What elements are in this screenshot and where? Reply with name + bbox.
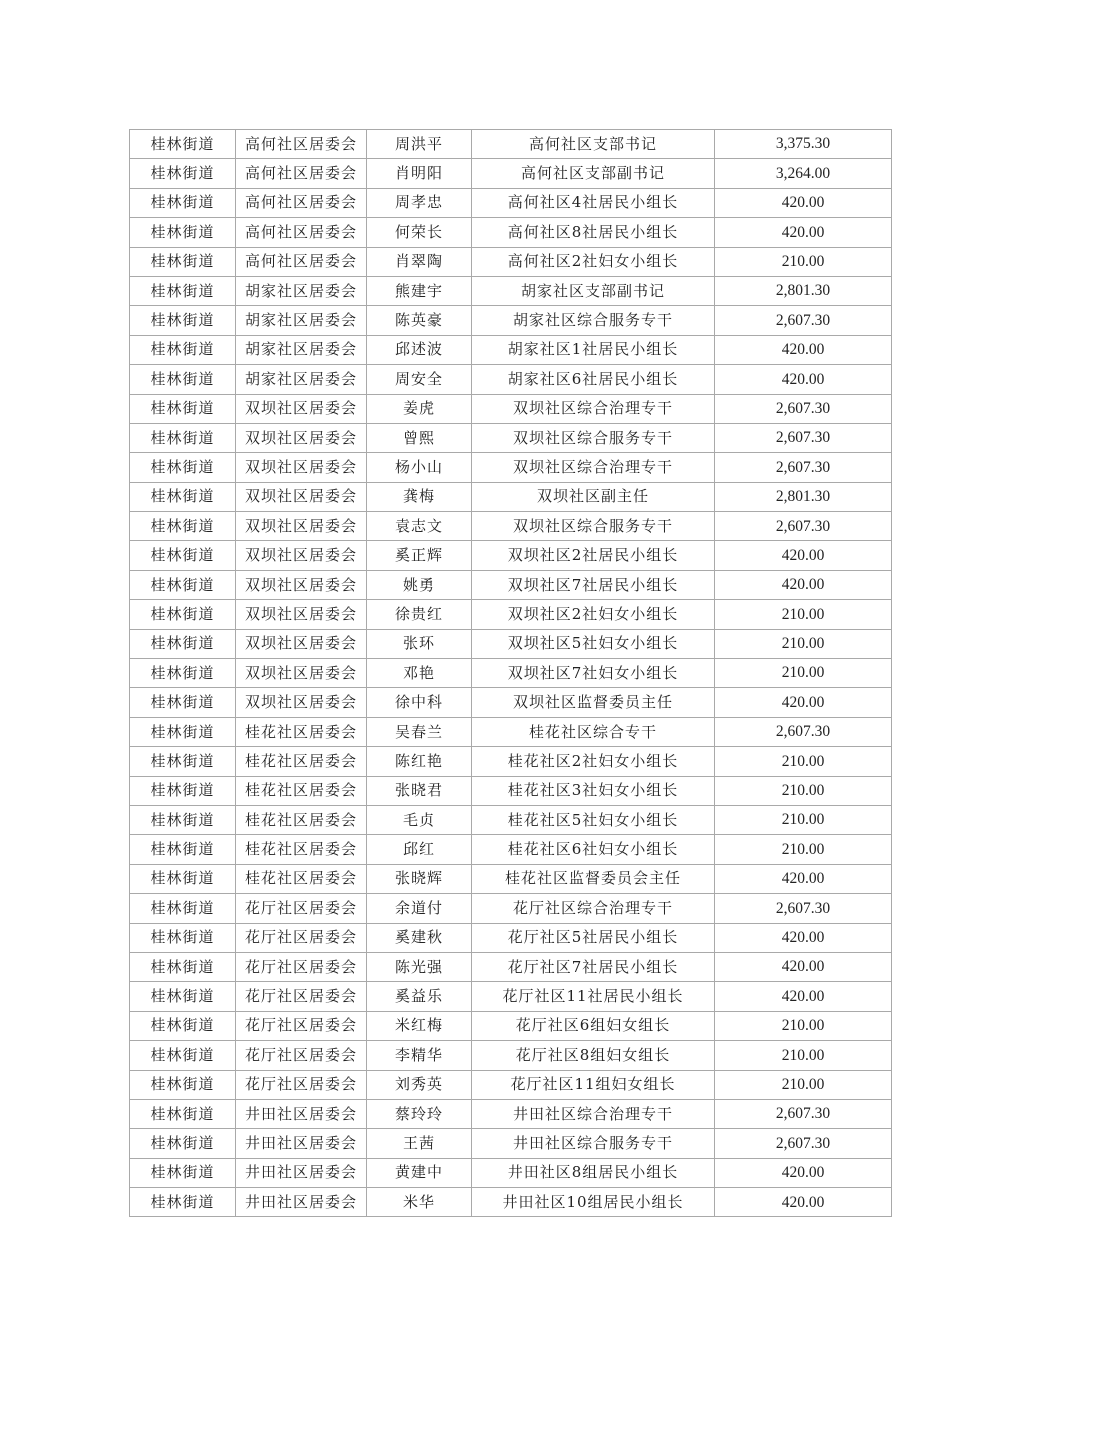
table-row [130,776,892,805]
street-cell: 桂林街道 [130,982,236,1011]
street-cell: 桂林街道 [130,1070,236,1099]
committee-cell: 高何社区居委会 [236,130,367,159]
street-cell: 桂林街道 [130,629,236,658]
table-row [130,218,892,247]
name-cell: 陈英豪 [367,306,472,335]
street-cell: 桂林街道 [130,659,236,688]
committee-cell: 井田社区居委会 [236,1188,367,1217]
name-cell: 杨小山 [367,453,472,482]
position-cell: 双坝社区7社妇女小组长 [472,659,715,688]
table-row [130,394,892,423]
amount-cell: 420.00 [715,1188,892,1217]
committee-cell: 桂花社区居委会 [236,747,367,776]
table-row [130,659,892,688]
committee-cell: 胡家社区居委会 [236,335,367,364]
name-cell: 奚益乐 [367,982,472,1011]
name-cell: 肖翠陶 [367,247,472,276]
table-row [130,453,892,482]
street-cell: 桂林街道 [130,218,236,247]
street-cell: 桂林街道 [130,276,236,305]
street-cell: 桂林街道 [130,453,236,482]
committee-cell: 胡家社区居委会 [236,276,367,305]
street-cell: 桂林街道 [130,952,236,981]
position-cell: 双坝社区监督委员主任 [472,688,715,717]
position-cell: 桂花社区6社妇女小组长 [472,835,715,864]
position-cell: 花厅社区8组妇女组长 [472,1041,715,1070]
position-cell: 花厅社区11社居民小组长 [472,982,715,1011]
table-row [130,541,892,570]
amount-cell: 420.00 [715,218,892,247]
street-cell: 桂林街道 [130,512,236,541]
amount-cell: 3,264.00 [715,159,892,188]
amount-cell: 210.00 [715,1011,892,1040]
amount-cell: 2,607.30 [715,1129,892,1158]
committee-cell: 双坝社区居委会 [236,394,367,423]
committee-cell: 高何社区居委会 [236,247,367,276]
position-cell: 双坝社区副主任 [472,482,715,511]
position-cell: 胡家社区1社居民小组长 [472,335,715,364]
position-cell: 桂花社区监督委员会主任 [472,864,715,893]
position-cell: 高何社区支部书记 [472,130,715,159]
street-cell: 桂林街道 [130,188,236,217]
street-cell: 桂林街道 [130,335,236,364]
position-cell: 双坝社区2社居民小组长 [472,541,715,570]
committee-cell: 井田社区居委会 [236,1099,367,1128]
position-cell: 双坝社区7社居民小组长 [472,570,715,599]
committee-cell: 高何社区居委会 [236,159,367,188]
street-cell: 桂林街道 [130,482,236,511]
table-row [130,130,892,159]
street-cell: 桂林街道 [130,1041,236,1070]
name-cell: 熊建宇 [367,276,472,305]
committee-cell: 双坝社区居委会 [236,688,367,717]
name-cell: 邱述波 [367,335,472,364]
position-cell: 桂花社区3社妇女小组长 [472,776,715,805]
name-cell: 米红梅 [367,1011,472,1040]
position-cell: 高何社区4社居民小组长 [472,188,715,217]
street-cell: 桂林街道 [130,1099,236,1128]
committee-cell: 花厅社区居委会 [236,894,367,923]
table-row [130,1188,892,1217]
street-cell: 桂林街道 [130,864,236,893]
amount-cell: 210.00 [715,776,892,805]
committee-cell: 双坝社区居委会 [236,541,367,570]
position-cell: 胡家社区综合服务专干 [472,306,715,335]
name-cell: 袁志文 [367,512,472,541]
committee-cell: 双坝社区居委会 [236,482,367,511]
table-row [130,1099,892,1128]
table-row [130,1041,892,1070]
committee-cell: 花厅社区居委会 [236,1011,367,1040]
table-row [130,1011,892,1040]
amount-cell: 210.00 [715,805,892,834]
street-cell: 桂林街道 [130,306,236,335]
street-cell: 桂林街道 [130,747,236,776]
table-row [130,335,892,364]
amount-cell: 420.00 [715,1158,892,1187]
table-row [130,952,892,981]
table-row [130,894,892,923]
committee-cell: 桂花社区居委会 [236,864,367,893]
street-cell: 桂林街道 [130,541,236,570]
street-cell: 桂林街道 [130,130,236,159]
position-cell: 高何社区支部副书记 [472,159,715,188]
table-row [130,570,892,599]
name-cell: 奚建秋 [367,923,472,952]
name-cell: 龚梅 [367,482,472,511]
amount-cell: 420.00 [715,541,892,570]
name-cell: 肖明阳 [367,159,472,188]
name-cell: 徐中科 [367,688,472,717]
committee-cell: 双坝社区居委会 [236,629,367,658]
amount-cell: 3,375.30 [715,130,892,159]
table-row [130,512,892,541]
street-cell: 桂林街道 [130,1011,236,1040]
street-cell: 桂林街道 [130,776,236,805]
amount-cell: 420.00 [715,923,892,952]
street-cell: 桂林街道 [130,423,236,452]
name-cell: 毛贞 [367,805,472,834]
name-cell: 曾熙 [367,423,472,452]
amount-cell: 420.00 [715,365,892,394]
position-cell: 花厅社区11组妇女组长 [472,1070,715,1099]
table-row [130,600,892,629]
committee-cell: 高何社区居委会 [236,218,367,247]
name-cell: 王茜 [367,1129,472,1158]
committee-cell: 双坝社区居委会 [236,512,367,541]
position-cell: 井田社区综合服务专干 [472,1129,715,1158]
table-row [130,982,892,1011]
table-row [130,365,892,394]
name-cell: 李精华 [367,1041,472,1070]
table-row [130,247,892,276]
street-cell: 桂林街道 [130,600,236,629]
table-row [130,747,892,776]
committee-cell: 桂花社区居委会 [236,835,367,864]
position-cell: 花厅社区综合治理专干 [472,894,715,923]
name-cell: 周安全 [367,365,472,394]
committee-cell: 井田社区居委会 [236,1158,367,1187]
name-cell: 徐贵红 [367,600,472,629]
committee-cell: 胡家社区居委会 [236,306,367,335]
street-cell: 桂林街道 [130,835,236,864]
committee-cell: 桂花社区居委会 [236,776,367,805]
name-cell: 姚勇 [367,570,472,599]
position-cell: 桂花社区综合专干 [472,717,715,746]
table-row [130,276,892,305]
amount-cell: 2,607.30 [715,453,892,482]
committee-cell: 花厅社区居委会 [236,1041,367,1070]
table-row [130,717,892,746]
street-cell: 桂林街道 [130,1188,236,1217]
committee-cell: 高何社区居委会 [236,188,367,217]
amount-cell: 420.00 [715,688,892,717]
name-cell: 周孝忠 [367,188,472,217]
committee-cell: 花厅社区居委会 [236,923,367,952]
amount-cell: 420.00 [715,864,892,893]
position-cell: 双坝社区综合治理专干 [472,453,715,482]
name-cell: 姜虎 [367,394,472,423]
position-cell: 井田社区10组居民小组长 [472,1188,715,1217]
position-cell: 双坝社区综合服务专干 [472,423,715,452]
committee-cell: 胡家社区居委会 [236,365,367,394]
name-cell: 周洪平 [367,130,472,159]
position-cell: 双坝社区综合服务专干 [472,512,715,541]
table-row [130,482,892,511]
amount-cell: 210.00 [715,1041,892,1070]
street-cell: 桂林街道 [130,717,236,746]
street-cell: 桂林街道 [130,805,236,834]
street-cell: 桂林街道 [130,159,236,188]
amount-cell: 420.00 [715,335,892,364]
committee-cell: 双坝社区居委会 [236,659,367,688]
amount-cell: 420.00 [715,952,892,981]
position-cell: 井田社区8组居民小组长 [472,1158,715,1187]
committee-cell: 双坝社区居委会 [236,600,367,629]
table-row [130,864,892,893]
street-cell: 桂林街道 [130,894,236,923]
amount-cell: 210.00 [715,600,892,629]
position-cell: 高何社区8社居民小组长 [472,218,715,247]
amount-cell: 2,801.30 [715,482,892,511]
table-row [130,423,892,452]
name-cell: 张晓辉 [367,864,472,893]
position-cell: 胡家社区支部副书记 [472,276,715,305]
committee-cell: 花厅社区居委会 [236,982,367,1011]
position-cell: 双坝社区2社妇女小组长 [472,600,715,629]
amount-cell: 2,607.30 [715,306,892,335]
name-cell: 黄建中 [367,1158,472,1187]
street-cell: 桂林街道 [130,570,236,599]
amount-cell: 420.00 [715,982,892,1011]
committee-cell: 双坝社区居委会 [236,570,367,599]
position-cell: 双坝社区5社妇女小组长 [472,629,715,658]
amount-cell: 2,607.30 [715,394,892,423]
name-cell: 米华 [367,1188,472,1217]
committee-cell: 桂花社区居委会 [236,805,367,834]
committee-cell: 井田社区居委会 [236,1129,367,1158]
table-row [130,688,892,717]
position-cell: 花厅社区7社居民小组长 [472,952,715,981]
amount-cell: 210.00 [715,747,892,776]
street-cell: 桂林街道 [130,1129,236,1158]
name-cell: 蔡玲玲 [367,1099,472,1128]
name-cell: 邓艳 [367,659,472,688]
table-row [130,306,892,335]
amount-cell: 420.00 [715,570,892,599]
amount-cell: 210.00 [715,835,892,864]
committee-cell: 双坝社区居委会 [236,423,367,452]
amount-cell: 420.00 [715,188,892,217]
street-cell: 桂林街道 [130,247,236,276]
table-row [130,923,892,952]
name-cell: 何荣长 [367,218,472,247]
position-cell: 桂花社区2社妇女小组长 [472,747,715,776]
position-cell: 双坝社区综合治理专干 [472,394,715,423]
amount-cell: 2,607.30 [715,512,892,541]
name-cell: 吴春兰 [367,717,472,746]
table-row [130,1129,892,1158]
table-row [130,1070,892,1099]
position-cell: 桂花社区5社妇女小组长 [472,805,715,834]
committee-cell: 花厅社区居委会 [236,952,367,981]
committee-cell: 双坝社区居委会 [236,453,367,482]
table-row [130,629,892,658]
name-cell: 陈光强 [367,952,472,981]
name-cell: 余道付 [367,894,472,923]
amount-cell: 2,607.30 [715,717,892,746]
table-row [130,1158,892,1187]
position-cell: 花厅社区5社居民小组长 [472,923,715,952]
committee-cell: 花厅社区居委会 [236,1070,367,1099]
name-cell: 刘秀英 [367,1070,472,1099]
position-cell: 胡家社区6社居民小组长 [472,365,715,394]
subsidy-table [129,129,892,1217]
position-cell: 花厅社区6组妇女组长 [472,1011,715,1040]
street-cell: 桂林街道 [130,1158,236,1187]
street-cell: 桂林街道 [130,394,236,423]
position-cell: 高何社区2社妇女小组长 [472,247,715,276]
position-cell: 井田社区综合治理专干 [472,1099,715,1128]
name-cell: 奚正辉 [367,541,472,570]
amount-cell: 210.00 [715,629,892,658]
name-cell: 张晓君 [367,776,472,805]
table-row [130,805,892,834]
street-cell: 桂林街道 [130,688,236,717]
street-cell: 桂林街道 [130,923,236,952]
amount-cell: 2,607.30 [715,894,892,923]
table-row [130,835,892,864]
amount-cell: 2,607.30 [715,1099,892,1128]
name-cell: 邱红 [367,835,472,864]
table-body [130,130,892,1217]
street-cell: 桂林街道 [130,365,236,394]
amount-cell: 210.00 [715,1070,892,1099]
amount-cell: 2,801.30 [715,276,892,305]
amount-cell: 210.00 [715,659,892,688]
name-cell: 张环 [367,629,472,658]
amount-cell: 2,607.30 [715,423,892,452]
committee-cell: 桂花社区居委会 [236,717,367,746]
table-row [130,159,892,188]
table-row [130,188,892,217]
amount-cell: 210.00 [715,247,892,276]
name-cell: 陈红艳 [367,747,472,776]
